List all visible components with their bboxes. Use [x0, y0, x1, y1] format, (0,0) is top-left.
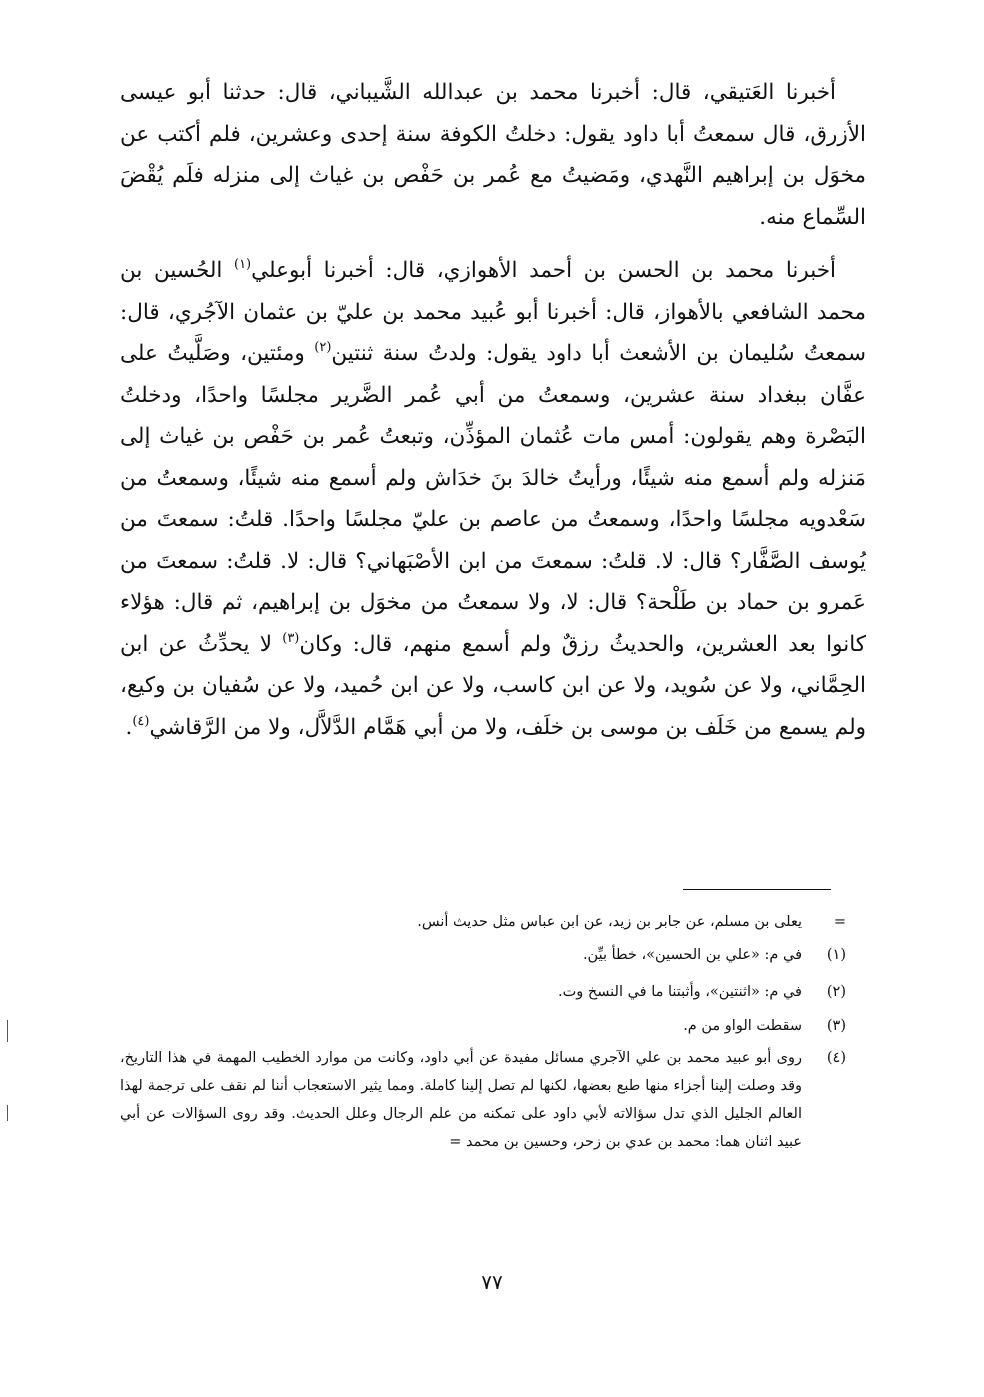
- footnote-text: في م: «اثنتين»، وأثبتنا ما في النسخ وت.: [558, 984, 802, 1000]
- footnote-number: (٤): [826, 1050, 846, 1066]
- paragraph-text: أخبرنا العَتيقي، قال: أخبرنا محمد بن عبدالله الشَّيباني، قال: حدثنا أبو عيسى الأزرق، قال سمعتُ أبا داود يقول: دخلتُ الكوفة سنة إحدى وعشرين، فلم أكتب عن مخوَل بن إبراهيم النَّهدي، ومَضيتُ مع عُمر بن حَفْص بن غياث إلى منزله فلَم يُقْضَ السِّماع منه.: [120, 80, 866, 230]
- scan-edge-mark: [7, 1105, 8, 1121]
- footnote-3: [120, 1012, 846, 1040]
- footnote-continuation-marker: =: [833, 914, 846, 930]
- footnote-text: في م: «علي بن الحسين»، خطأ بيِّن.: [582, 947, 802, 963]
- body-paragraph-1: [120, 72, 866, 238]
- footnote-ref-1: (١): [233, 257, 252, 272]
- page-number: ٧٧: [481, 1270, 503, 1294]
- footnote-text: روى أبو عبيد محمد بن علي الآجري مسائل مفيدة عن أبي داود، وكانت من موارد الخطيب المهمة في هذا التاريخ، وقد وصلت إلينا أجزاء منها طبع بعضها، لكنها لم تصل إلينا كاملة. ومما يثير الاستعجاب أننا لم نقف على ترجمة لهذا العالم الجليل الذي تدل سؤالاته لأبي داود على تمكنه من علم الرجال وعلل الحديث. وقد روى السؤالات عن أبي عبيد اثنان هما: محمد بن عدي بن زحر، وحسين بن محمد =: [120, 1050, 802, 1150]
- footnote-text: سقطت الواو من م.: [683, 1018, 802, 1034]
- footnote-ref-2: (٢): [314, 340, 332, 355]
- footnote-4: [120, 1044, 846, 1156]
- paragraph-text: ومئتين، وصَلَّيتُ على عفَّان ببغداد سنة عشرين، وسمعتُ من أبي عُمر الضَّرير مجلسًا واحدًا، ودخلتُ البَصْرة وهم يقولون: أمس مات عُثمان المؤذِّن، وتبعتُ عُمر بن حَفْص بن غياث إلى مَنزله ولم أسمع منه شيئًا، ورأيتُ خالدَ بنَ خدَاش ولم أسمع منه شيئًا، وسمعتُ من سَعْدويه مجلسًا واحدًا، وسمعتُ من عاصم بن عليّ مجلسًا واحدًا. قلتُ: سمعتَ من يُوسف الصَّفَّار؟ قال: لا. قلتُ: سمعتَ من ابن الأصْبَهاني؟ قال: لا. قلتُ: سمعتَ من عَمرو بن حماد بن طَلْحة؟ قال: لا، ولا سمعتُ من مخوَل بن إبراهيم، ثم قال: هؤلاء كانوا بعد العشرين، والحديثُ رزقٌ ولم أسمع منهم، قال: وكان: [120, 341, 866, 657]
- footnote-ref-4: (٤): [132, 713, 150, 729]
- footnote-2: [120, 978, 846, 1006]
- footnote-text: يعلى بن مسلم، عن جابر بن زيد، عن ابن عباس مثل حديث أنس.: [417, 914, 802, 930]
- paragraph-text: لا يحدِّثُ عن ابن الحِمَّاني، ولا عن سُويد، ولا عن ابن كاسب، ولا عن ابن حُميد، ولا عن سُفيان بن وكيع، ولم يسمع من خَلَف بن موسى بن خلَف، ولا من أبي هَمَّام الدَّلاَّل، ولا من الرَّقاشي: [120, 631, 866, 740]
- body-paragraph-2: [120, 250, 866, 748]
- footnote-ref-3: (٣): [282, 630, 300, 646]
- footnote-number: (٣): [826, 1018, 846, 1034]
- paragraph-text: أخبرنا محمد بن الحسن بن أحمد الأهوازي، قال: أخبرنا أبوعلي: [251, 258, 836, 283]
- paragraph-text: .: [125, 714, 133, 740]
- footnote-1: [120, 941, 846, 969]
- footnote-number: (١): [826, 947, 846, 963]
- scan-edge-mark: [7, 1020, 8, 1042]
- footnote-continuation: [120, 908, 846, 936]
- paragraph-text: الحُسين بن محمد الشافعي بالأهواز، قال: أخبرنا أبو عُبيد محمد بن عليّ بن عثمان الآجُري، قال: سمعتُ سُليمان بن الأشعث أبا داود يقول: ولدتُ سنة ثنتين: [120, 258, 866, 366]
- footnote-number: (٢): [826, 984, 846, 1000]
- footnote-separator: [683, 889, 831, 890]
